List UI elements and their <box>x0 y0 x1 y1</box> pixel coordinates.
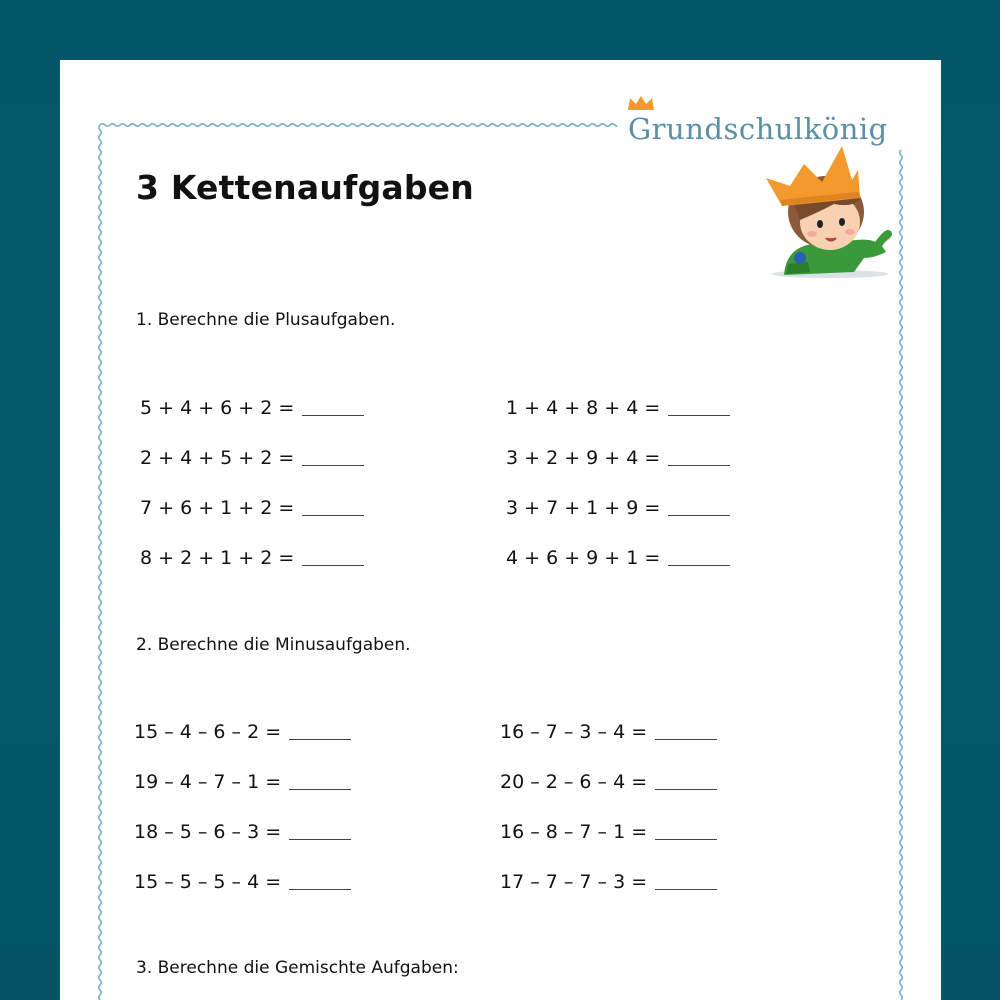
brand-name: Grundschulkönig <box>628 112 888 146</box>
equation-text: 3 + 7 + 1 + 9 = <box>506 497 661 519</box>
answer-blank[interactable] <box>668 464 730 466</box>
brand-logo <box>626 100 888 144</box>
equation-text: 3 + 2 + 9 + 4 = <box>506 447 661 469</box>
equation-text: 16 – 8 – 7 – 1 = <box>500 821 648 843</box>
page-title: 3 Kettenaufgaben <box>136 168 474 207</box>
equation-row <box>134 821 351 843</box>
answer-blank[interactable] <box>655 838 717 840</box>
equation-text: 18 – 5 – 6 – 3 = <box>134 821 282 843</box>
equation-row <box>500 821 717 843</box>
answer-blank[interactable] <box>302 514 364 516</box>
king-mascot-illustration <box>764 140 894 280</box>
equation-text: 5 + 4 + 6 + 2 = <box>140 397 295 419</box>
equation-row <box>500 721 717 743</box>
equation-row <box>134 771 351 793</box>
answer-blank[interactable] <box>655 788 717 790</box>
answer-blank[interactable] <box>655 738 717 740</box>
equation-row <box>506 497 730 519</box>
equation-row <box>506 447 730 469</box>
equation-text: 17 – 7 – 7 – 3 = <box>500 871 648 893</box>
exercise-instruction: 2. Berechne die Minusaufgaben. <box>136 635 411 655</box>
equation-row <box>134 721 351 743</box>
worksheet-page <box>60 60 941 1000</box>
equation-row <box>140 547 364 569</box>
equation-text: 8 + 2 + 1 + 2 = <box>140 547 295 569</box>
answer-blank[interactable] <box>289 888 351 890</box>
answer-blank[interactable] <box>655 888 717 890</box>
answer-blank[interactable] <box>302 414 364 416</box>
equation-row <box>140 447 364 469</box>
equation-text: 1 + 4 + 8 + 4 = <box>506 397 661 419</box>
answer-blank[interactable] <box>302 464 364 466</box>
equation-row <box>506 397 730 419</box>
equation-row <box>500 771 717 793</box>
equation-text: 20 – 2 – 6 – 4 = <box>500 771 648 793</box>
crown-icon <box>626 94 656 112</box>
equation-text: 15 – 4 – 6 – 2 = <box>134 721 282 743</box>
answer-blank[interactable] <box>668 414 730 416</box>
equation-row <box>500 871 717 893</box>
equation-row <box>506 547 730 569</box>
equation-row <box>134 871 351 893</box>
answer-blank[interactable] <box>289 838 351 840</box>
equation-text: 19 – 4 – 7 – 1 = <box>134 771 282 793</box>
equation-text: 7 + 6 + 1 + 2 = <box>140 497 295 519</box>
answer-blank[interactable] <box>668 564 730 566</box>
answer-blank[interactable] <box>289 788 351 790</box>
answer-blank[interactable] <box>289 738 351 740</box>
equation-text: 4 + 6 + 9 + 1 = <box>506 547 661 569</box>
exercise-instruction: 3. Berechne die Gemischte Aufgaben: <box>136 958 459 978</box>
answer-blank[interactable] <box>668 514 730 516</box>
equation-text: 15 – 5 – 5 – 4 = <box>134 871 282 893</box>
equation-text: 16 – 7 – 3 – 4 = <box>500 721 648 743</box>
answer-blank[interactable] <box>302 564 364 566</box>
exercise-instruction: 1. Berechne die Plusaufgaben. <box>136 310 396 330</box>
equation-text: 2 + 4 + 5 + 2 = <box>140 447 295 469</box>
equation-row <box>140 497 364 519</box>
equation-row <box>140 397 364 419</box>
